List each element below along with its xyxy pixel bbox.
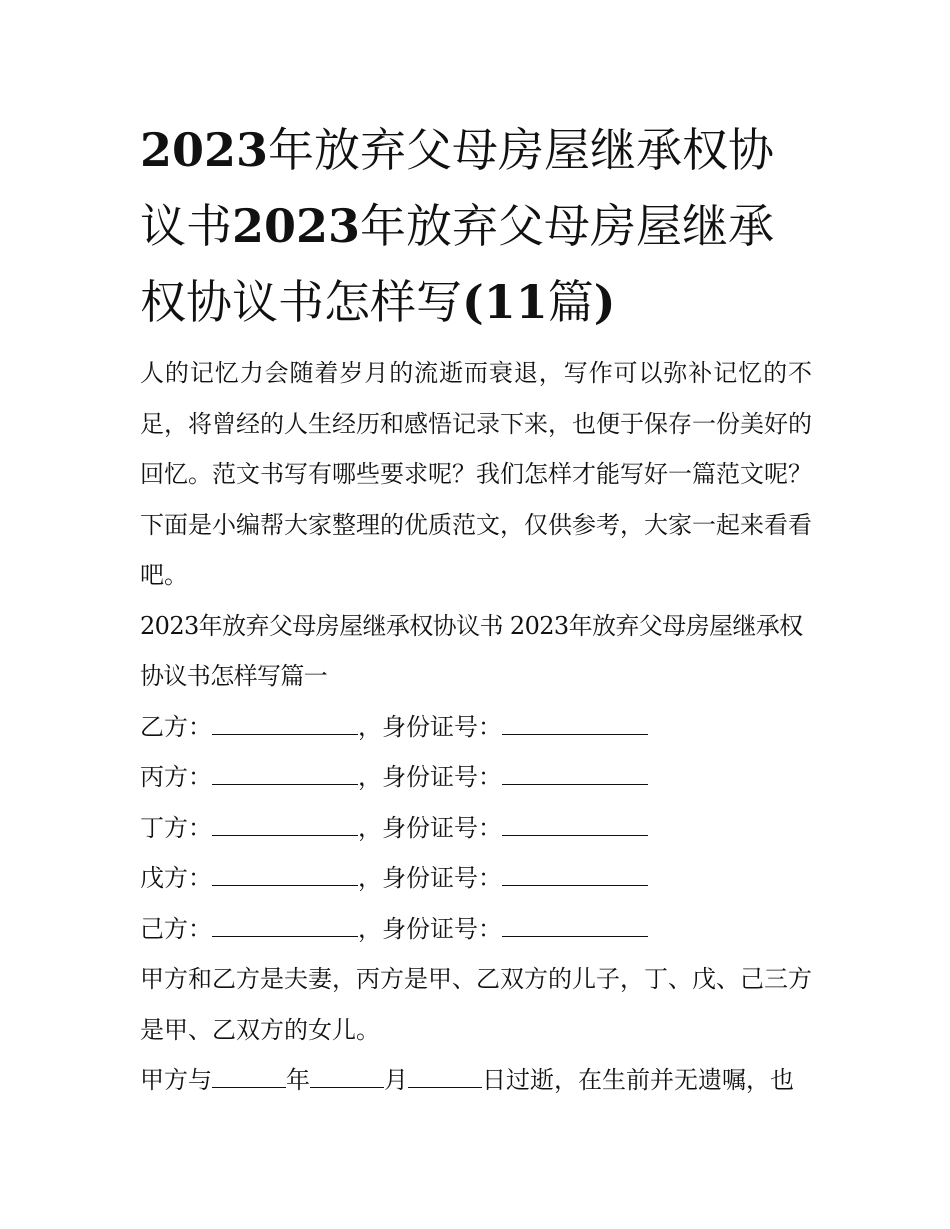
party-line-e bbox=[140, 853, 812, 904]
id-label: ，身份证号： bbox=[358, 712, 502, 741]
id-blank bbox=[502, 863, 648, 886]
party-line-b bbox=[140, 702, 812, 753]
id-label: ，身份证号： bbox=[358, 864, 502, 892]
party-line-f bbox=[140, 904, 812, 955]
relation-paragraph: 甲方和乙方是夫妻，丙方是甲、乙双方的儿子，丁、戊、己三方是甲、乙双方的女儿。 bbox=[140, 965, 812, 1044]
year-label: 年 bbox=[286, 1066, 310, 1094]
month-label: 月 bbox=[384, 1066, 408, 1094]
month-blank bbox=[310, 1065, 384, 1088]
death-prefix: 甲方与 bbox=[140, 1066, 212, 1094]
year-blank bbox=[212, 1065, 286, 1088]
death-date-line bbox=[140, 1055, 812, 1106]
title-year-2: 2023 bbox=[232, 199, 361, 253]
title-year-1: 2023 bbox=[140, 123, 269, 177]
title-text-1: 年放弃父母房屋继承权协议书 bbox=[140, 123, 775, 253]
name-blank bbox=[212, 813, 358, 836]
name-blank bbox=[212, 762, 358, 785]
party-line-d bbox=[140, 803, 812, 854]
title-text-2: 年放弃父母房屋继承权协议书怎样写 bbox=[140, 199, 775, 329]
id-blank bbox=[502, 712, 648, 735]
intro-paragraph: 人的记忆力会随着岁月的流逝而衰退，写作可以弥补记忆的不足，将曾经的人生经历和感悟记录下来，也便于保存一份美好的回忆。范文书写有哪些要求呢？我们怎样才能写好一篇范文呢？下面是小编帮大家整理的优质范文，仅供参考，大家一起来看看吧。 bbox=[140, 359, 812, 589]
party-label: 己方： bbox=[140, 914, 212, 943]
document-title bbox=[140, 112, 812, 340]
id-label: ，身份证号： bbox=[358, 763, 502, 791]
death-suffix: 日过逝，在生前并无遗嘱，也 bbox=[482, 1066, 794, 1094]
title-count-close: ) bbox=[593, 275, 616, 329]
section-title: 2023年放弃父母房屋继承权协议书 2023年放弃父母房屋继承权协议书怎样写篇一 bbox=[140, 611, 803, 690]
day-blank bbox=[408, 1065, 482, 1088]
title-count-unit: 篇 bbox=[547, 275, 594, 329]
title-count-open: (11 bbox=[462, 275, 548, 329]
party-line-c bbox=[140, 752, 812, 803]
id-blank bbox=[502, 762, 648, 785]
party-label: 丙方： bbox=[140, 763, 212, 791]
party-label: 乙方： bbox=[140, 712, 212, 741]
name-blank bbox=[212, 914, 358, 937]
name-blank bbox=[212, 863, 358, 886]
id-label: ，身份证号： bbox=[358, 813, 502, 842]
document-page bbox=[140, 112, 812, 1106]
id-label: ，身份证号： bbox=[358, 914, 502, 943]
id-blank bbox=[502, 813, 648, 836]
id-blank bbox=[502, 914, 648, 937]
party-label: 丁方： bbox=[140, 813, 212, 842]
name-blank bbox=[212, 712, 358, 735]
party-label: 戊方： bbox=[140, 864, 212, 892]
